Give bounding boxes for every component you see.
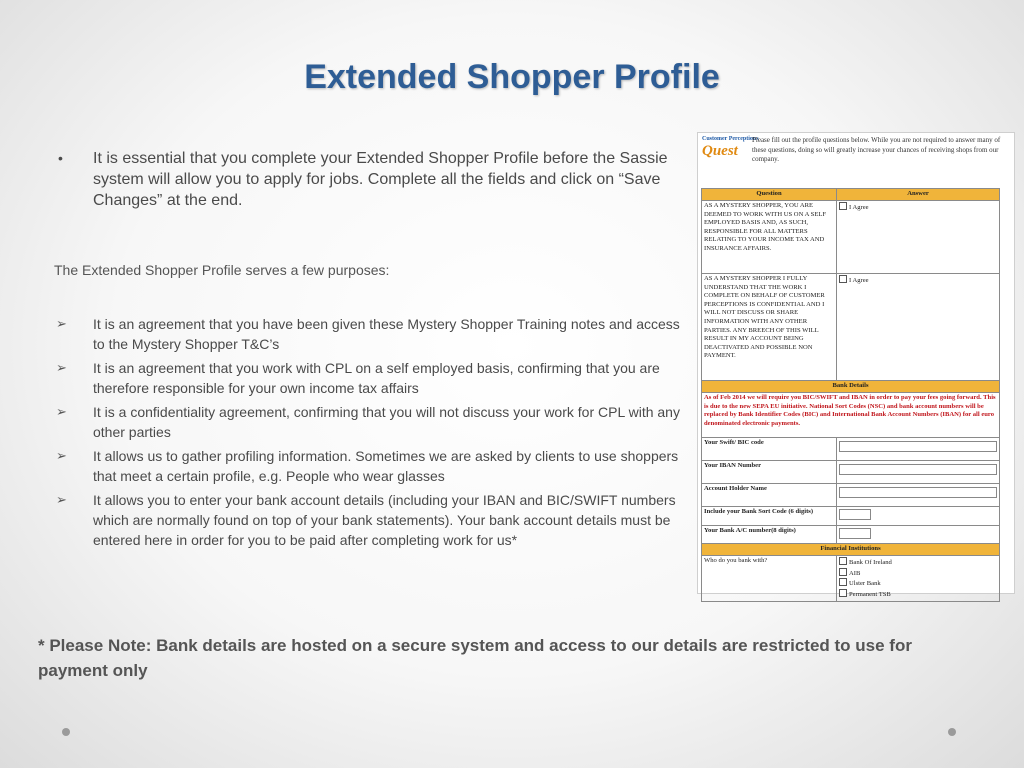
holder-label: Account Holder Name	[702, 484, 837, 507]
purpose-text: It allows us to gather profiling information. Sometimes we are asked by clients to use shoppers that meet a certain profile, e.g. People who wear glasses	[93, 448, 679, 484]
answer-cell	[837, 438, 1000, 461]
purpose-text: It is a confidentiality agreement, confirming that you will not discuss your work for CPL with any other parties	[93, 404, 680, 440]
purpose-item	[54, 358, 690, 398]
bank-checkbox[interactable]	[839, 557, 847, 565]
table-header	[702, 189, 1000, 201]
col-answer: Answer	[837, 189, 1000, 201]
bank-option-label: AIB	[849, 569, 861, 577]
iban-input[interactable]	[839, 464, 997, 475]
decorative-dot	[948, 728, 956, 736]
bank-option-label: Ulster Bank	[849, 580, 881, 588]
iban-label: Your IBAN Number	[702, 461, 837, 484]
bank-option[interactable]	[839, 568, 997, 579]
slide-title: Extended Shopper Profile	[304, 58, 720, 96]
table-row	[702, 438, 1000, 461]
table-row	[702, 556, 1000, 601]
answer-cell	[837, 201, 1000, 274]
arrow-bullet-icon: ➢	[56, 360, 67, 375]
answer-cell	[837, 484, 1000, 507]
col-question: Question	[702, 189, 837, 201]
bank-option[interactable]	[839, 578, 997, 589]
sort-code-input[interactable]	[839, 509, 871, 520]
agree-label: I Agree	[849, 277, 869, 284]
logo-line2: Quest	[702, 143, 738, 159]
purpose-item	[54, 314, 690, 354]
table-row	[702, 274, 1000, 381]
intro-bullet	[58, 148, 676, 211]
swift-input[interactable]	[839, 441, 997, 452]
purpose-item	[54, 490, 690, 550]
account-number-input[interactable]	[839, 528, 871, 539]
profile-form-table	[701, 188, 1000, 602]
answer-cell	[837, 507, 1000, 526]
table-row	[702, 201, 1000, 274]
table-row	[702, 461, 1000, 484]
question-self-employed: AS A MYSTERY SHOPPER, YOU ARE DEEMED TO WORK WITH US ON A SELF EMPLOYED BASIS AND, AS SUCH, RESPONSIBLE FOR ALL MATTERS RELATING TO YOUR INCOME TAX AND INSURANCE AFFAIRS.	[702, 201, 837, 274]
swift-label: Your Swift/ BIC code	[702, 438, 837, 461]
bullet-dot: •	[58, 150, 63, 166]
company-logo	[702, 136, 759, 176]
arrow-bullet-icon: ➢	[56, 448, 67, 463]
bank-checkbox[interactable]	[839, 589, 847, 597]
bank-option[interactable]	[839, 589, 997, 600]
holder-input[interactable]	[839, 487, 997, 498]
agree-label: I Agree	[849, 204, 869, 211]
intro-text: It is essential that you complete your Extended Shopper Profile before the Sassie system will allow you to apply for jobs. Complete all the fields and click on “Save Changes” at the end.	[93, 150, 668, 209]
purpose-text: It allows you to enter your bank account details (including your IBAN and BIC/SWIFT numbers which are normally found on top of your bank statements). Your bank account details must be entered here in order for you to be paid after completing work for us*	[93, 492, 676, 548]
answer-cell	[837, 461, 1000, 484]
purpose-text: It is an agreement that you have been given these Mystery Shopper Training notes and access to the Mystery Shopper T&C’s	[93, 316, 680, 352]
bank-options	[837, 556, 1000, 601]
bank-option-label: Bank Of Ireland	[849, 559, 892, 567]
sort-code-label: Include your Bank Sort Code (6 digits)	[702, 507, 837, 526]
section-header	[702, 544, 1000, 556]
purpose-text: It is an agreement that you work with CPL on a self employed basis, confirming that you are therefore responsible for your own income tax affairs	[93, 360, 660, 396]
financial-institutions-heading: Financial Institutions	[702, 544, 1000, 556]
purposes-list	[54, 314, 690, 554]
logo-line1: Customer Perceptions	[702, 136, 759, 142]
section-header	[702, 381, 1000, 393]
bank-checkbox[interactable]	[839, 568, 847, 576]
answer-cell	[837, 525, 1000, 544]
arrow-bullet-icon: ➢	[56, 404, 67, 419]
table-row	[702, 507, 1000, 526]
bank-notice: As of Feb 2014 we will require you BIC/SWIFT and IBAN in order to pay your fees going forward. This is due to the new SEPA EU initiative. National Sort Codes (NSC) and bank account numbers will be replaced by Bank Identifier Codes (BIC) and International Bank Account Numbers (IBAN) for all euro denominated electronic payments.	[702, 393, 1000, 438]
purposes-heading: The Extended Shopper Profile serves a few purposes:	[54, 262, 390, 278]
bank-details-note: * Please Note: Bank details are hosted on a secure system and access to our details are restricted to use for payment only	[38, 636, 912, 680]
bank-question: Who do you bank with?	[702, 556, 837, 601]
purpose-item	[54, 402, 690, 442]
form-screenshot	[697, 132, 1015, 598]
table-row	[702, 525, 1000, 544]
bank-option-label: Permanent TSB	[849, 590, 891, 598]
arrow-bullet-icon: ➢	[56, 492, 67, 507]
bank-details-heading: Bank Details	[702, 381, 1000, 393]
purpose-item	[54, 446, 690, 486]
arrow-bullet-icon: ➢	[56, 316, 67, 331]
bank-checkbox[interactable]	[839, 578, 847, 586]
answer-cell	[837, 274, 1000, 381]
table-row	[702, 484, 1000, 507]
table-row	[702, 393, 1000, 438]
agree-checkbox[interactable]	[839, 275, 847, 283]
decorative-dot	[62, 728, 70, 736]
account-number-label: Your Bank A/C number(8 digits)	[702, 525, 837, 544]
bank-option[interactable]	[839, 557, 997, 568]
question-confidential: AS A MYSTERY SHOPPER I FULLY UNDERSTAND THAT THE WORK I COMPLETE ON BEHALF OF CUSTOMER PERCEPTIONS IS CONFIDENTIAL AND I WILL NOT DISCUSS OR SHARE INFORMATION WITH ANY OTHER PARTIES. ANY BREECH OF THIS WILL RESULT IN MY ACCOUNT BEING DEACTIVATED AND POSSIBLE NON PAYMENT.	[702, 274, 837, 381]
form-intro: Please fill out the profile questions below. While you are not required to answer many of these questions, doing so will greatly increase your chances of receiving shops from our company.	[752, 136, 1001, 163]
agree-checkbox[interactable]	[839, 202, 847, 210]
